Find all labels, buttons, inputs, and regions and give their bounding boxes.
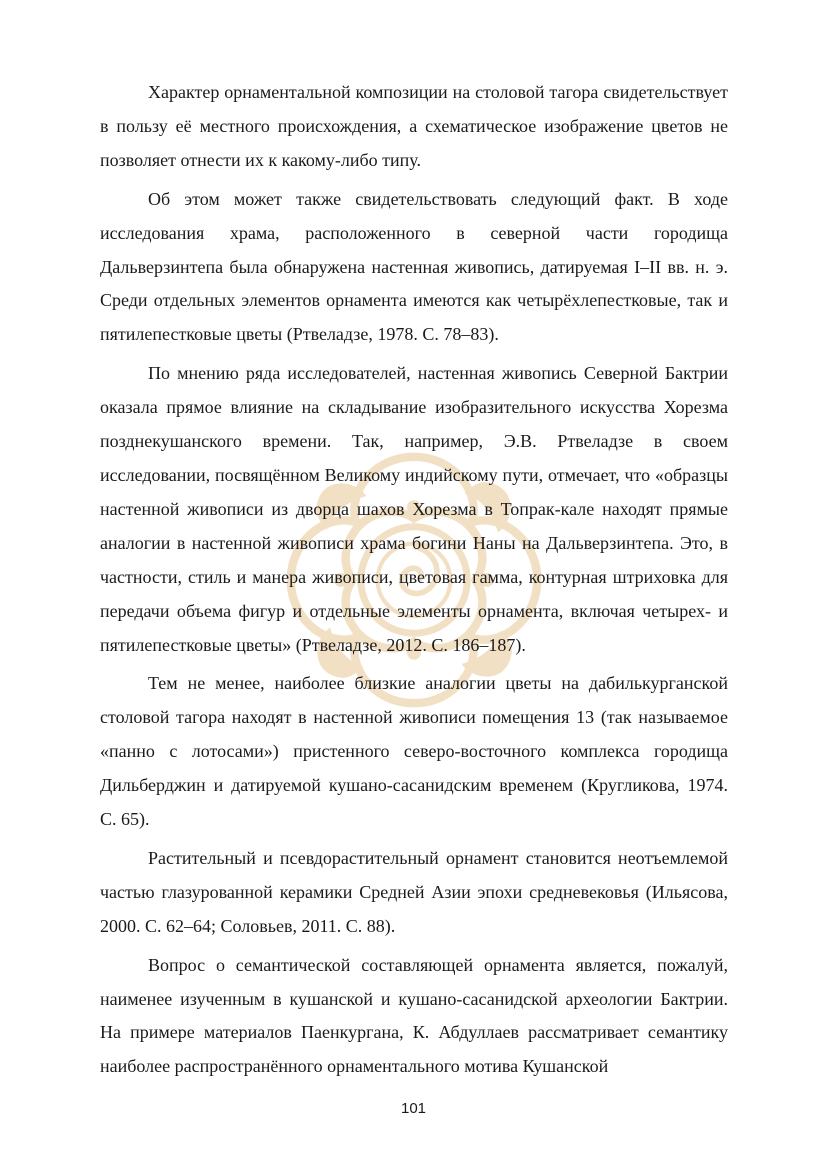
paragraph: Вопрос о семантической составляющей орнамента является, пожалуй, наименее изученным в кушанской и кушано-сасанидской археологии Бактрии. На примере материалов Паенкургана, К. Абдуллаев рассматривает семантику наиболее распространённого орнаментального мотива Кушанской — [100, 954, 728, 1077]
paragraph: Тем не менее, наиболее близкие аналогии цветы на дабилькурганской столовой тагора находят в настенной живописи помещения 13 (так называемое «панно с лотосами») пристенного северо-восточного комплекса городища Дильберджин и датируемой кушано-сасанидским временем (Кругликова, 1974. С. 65). — [100, 673, 728, 830]
paragraph: Растительный и псевдорастительный орнамент становится неотъемлемой частью глазурованной керамики Средней Азии эпохи средневековья (Ильясова, 2000. С. 62–64; Соловьев, 2011. С. 88). — [100, 847, 728, 936]
paragraph: Об этом может также свидетельствовать следующий факт. В ходе исследования храма, расположенного в северной части городища Дальверзинтепа была обнаружена настенная живопись, датируемая I–II вв. н. э. Среди отдельных элементов орнамента имеются как четырёхлепестковые, так и пятилепестковые цветы (Ртвеладзе, 1978. С. 78–83). — [100, 188, 728, 345]
document-body — [100, 76, 728, 1089]
paragraph: Характер орнаментальной композиции на столовой тагора свидетельствует в пользу её местного происхождения, а схематическое изображение цветов не позволяет отнести их к какому-либо типу. — [100, 82, 728, 170]
paragraph: По мнению ряда исследователей, настенная живопись Северной Бактрии оказала прямое влияние на складывание изобразительного искусства Хорезма позднекушанского времени. Так, например, Э.В. Ртвеладзе в своем исследовании, посвящённом Великому индийскому пути, отмечает, что «образцы настенной живописи из дворца шахов Хорезма в Топрак-кале находят прямые аналогии в настенной живописи храма богини Наны на Дальверзинтепа. Это, в частности, стиль и манера живописи, цветовая гамма, контурная штриховка для передачи объема фигур и отдельные элементы орнамента, включая четырех- и пятилепестковые цветы» (Ртвеладзе, 2012. С. 186–187). — [100, 363, 728, 655]
page-number: 101 — [400, 1100, 427, 1117]
